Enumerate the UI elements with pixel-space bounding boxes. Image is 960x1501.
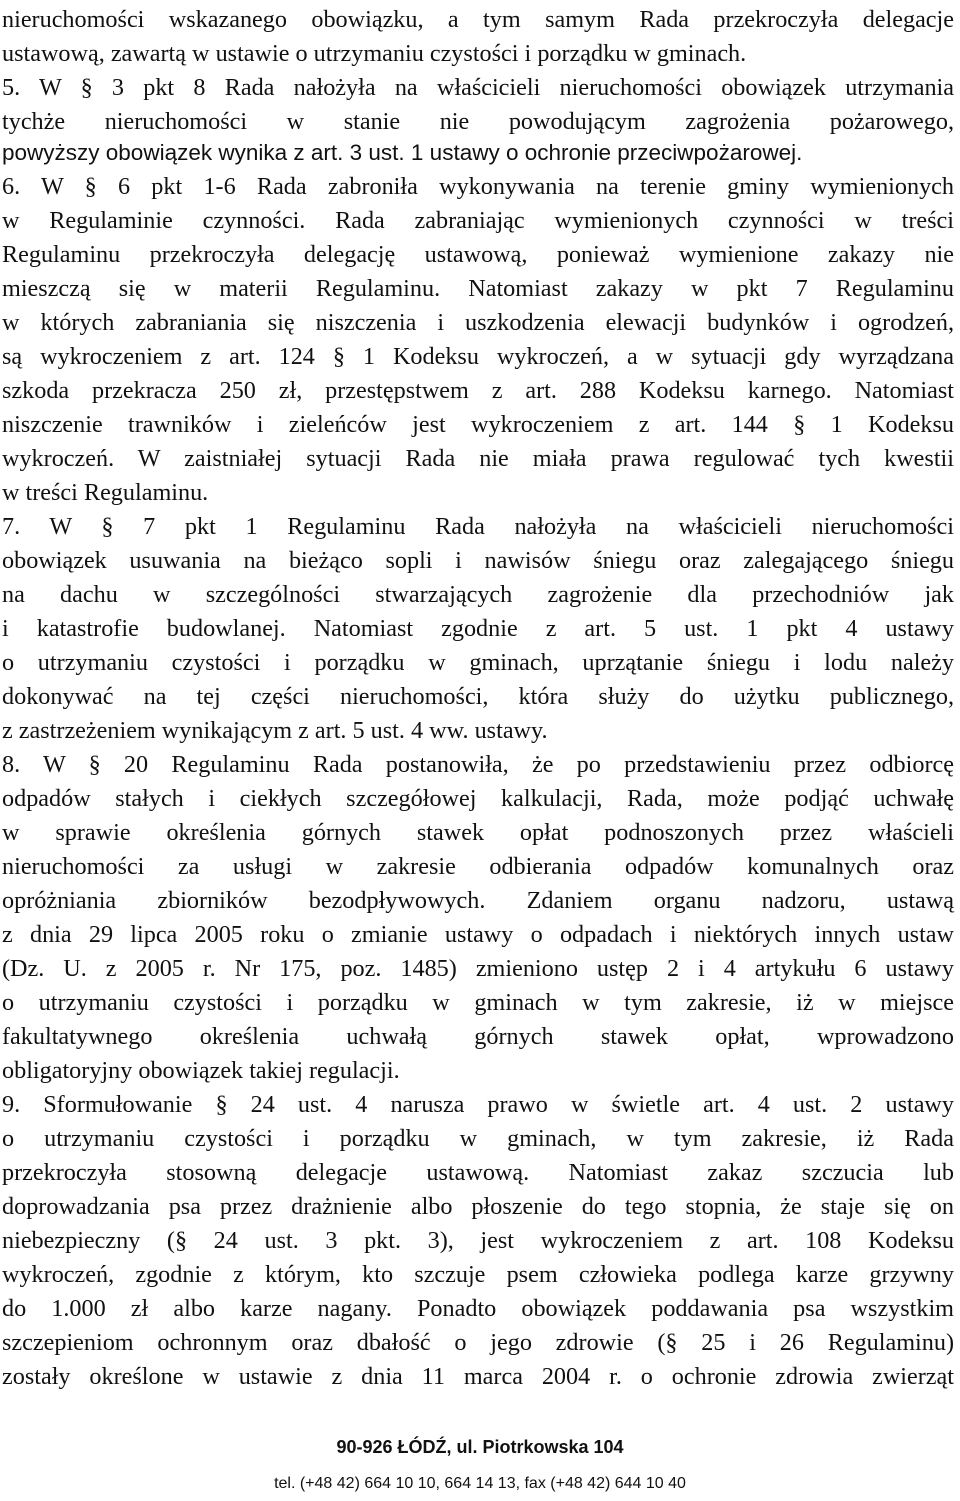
text-line: z dnia 29 lipca 2005 roku o zmianie ustawy o odpadach i niektórych innych ustaw xyxy=(2,921,954,948)
text-line: i katastrofie budowlanej. Natomiast zgodnie z art. 5 ust. 1 pkt 4 ustawy xyxy=(2,615,954,642)
text-line: opróżniania zbiorników bezodpływowych. Zdaniem organu nadzoru, ustawą xyxy=(2,887,954,914)
text-line: w Regulaminie czynności. Rada zabraniając wymienionych czynności w treści xyxy=(2,207,954,234)
text-line: ustawową, zawartą w ustawie o utrzymaniu czystości i porządku w gminach. xyxy=(2,40,747,67)
text-line: dokonywać na tej części nieruchomości, która służy do użytku publicznego, xyxy=(2,683,954,710)
text-line: powyższy obowiązek wynika z art. 3 ust. 1 ustawy o ochronie przeciwpożarowej. xyxy=(2,140,803,165)
footer-address: 90-926 ŁÓDŹ, ul. Piotrkowska 104 xyxy=(336,1437,624,1457)
text-line: przekroczyła stosowną delegacje ustawową. Natomiast zakaz szczucia lub xyxy=(2,1159,954,1186)
text-line: są wykroczeniem z art. 124 § 1 Kodeksu wykroczeń, a w sytuacji gdy wyrządzana xyxy=(2,343,954,370)
text-line: 8. W § 20 Regulaminu Rada postanowiła, że po przedstawieniu przez odbiorcę xyxy=(2,751,954,778)
text-line: niebezpieczny (§ 24 ust. 3 pkt. 3), jest wykroczeniem z art. 108 Kodeksu xyxy=(2,1227,954,1254)
text-line: nieruchomości wskazanego obowiązku, a tym samym Rada przekroczyła delegacje xyxy=(2,6,954,33)
text-line: odpadów stałych i ciekłych szczegółowej kalkulacji, Rada, może podjąć uchwałę xyxy=(2,785,954,812)
text-line: obligatoryjny obowiązek takiej regulacji. xyxy=(2,1057,400,1084)
text-line: doprowadzania psa przez drażnienie albo płoszenie do tego stopnia, że staje się on xyxy=(2,1193,954,1220)
text-line: o utrzymaniu czystości i porządku w gminach, uprzątanie śniegu i lodu należy xyxy=(2,649,954,676)
text-line: do 1.000 zł albo karze nagany. Ponadto obowiązek poddawania psa wszystkim xyxy=(2,1295,954,1322)
text-line: nieruchomości za usługi w zakresie odbierania odpadów komunalnych oraz xyxy=(2,853,954,880)
text-line: fakultatywnego określenia uchwałą górnych stawek opłat, wprowadzono xyxy=(2,1023,954,1050)
text-line: wykroczeń. W zaistniałej sytuacji Rada nie miała prawa regulować tych kwestii xyxy=(2,445,954,472)
text-line: niszczenie trawników i zieleńców jest wykroczeniem z art. 144 § 1 Kodeksu xyxy=(2,411,954,438)
text-line: (Dz. U. z 2005 r. Nr 175, poz. 1485) zmieniono ustęp 2 i 4 artykułu 6 ustawy xyxy=(2,955,954,982)
footer-contact: tel. (+48 42) 664 10 10, 664 14 13, fax (+48 42) 644 10 40 xyxy=(274,1475,686,1492)
text-line: 5. W § 3 pkt 8 Rada nałożyła na właścicieli nieruchomości obowiązek utrzymania xyxy=(2,74,954,101)
text-line: Regulaminu przekroczyła delegację ustawową, ponieważ wymienione zakazy nie xyxy=(2,241,954,268)
text-line: w treści Regulaminu. xyxy=(2,479,209,506)
text-line: z zastrzeżeniem wynikającym z art. 5 ust. 4 ww. ustawy. xyxy=(2,717,548,744)
text-line: na dachu w szczególności stwarzających zagrożenie dla przechodniów jak xyxy=(2,581,954,608)
text-line: w sprawie określenia górnych stawek opłat podnoszonych przez właścieli xyxy=(2,819,954,846)
text-line: tychże nieruchomości w stanie nie powodującym zagrożenia pożarowego, xyxy=(2,108,954,135)
text-line: szczepieniom ochronnym oraz dbałość o jego zdrowie (§ 25 i 26 Regulaminu) xyxy=(2,1329,954,1356)
text-line: obowiązek usuwania na bieżąco sopli i nawisów śniegu oraz zalegającego śniegu xyxy=(2,547,954,574)
text-line: o utrzymaniu czystości i porządku w gminach w tym zakresie, iż w miejsce xyxy=(2,989,954,1016)
text-line: szkoda przekracza 250 zł, przestępstwem z art. 288 Kodeksu karnego. Natomiast xyxy=(2,377,954,404)
text-line: wykroczeń, zgodnie z którym, kto szczuje psem człowieka podlega karze grzywny xyxy=(2,1261,954,1288)
text-line: zostały określone w ustawie z dnia 11 marca 2004 r. o ochronie zdrowia zwierząt xyxy=(2,1363,954,1390)
text-line: 6. W § 6 pkt 1-6 Rada zabroniła wykonywania na terenie gminy wymienionych xyxy=(2,173,954,200)
text-line: w których zabraniania się niszczenia i uszkodzenia elewacji budynków i ogrodzeń, xyxy=(2,309,954,336)
text-line: 7. W § 7 pkt 1 Regulaminu Rada nałożyła na właścicieli nieruchomości xyxy=(2,513,954,540)
text-line: o utrzymaniu czystości i porządku w gminach, w tym zakresie, iż Rada xyxy=(2,1125,954,1152)
text-line: 9. Sformułowanie § 24 ust. 4 narusza prawo w świetle art. 4 ust. 2 ustawy xyxy=(2,1091,954,1118)
text-line: mieszczą się w materii Regulaminu. Natomiast zakazy w pkt 7 Regulaminu xyxy=(2,275,954,302)
